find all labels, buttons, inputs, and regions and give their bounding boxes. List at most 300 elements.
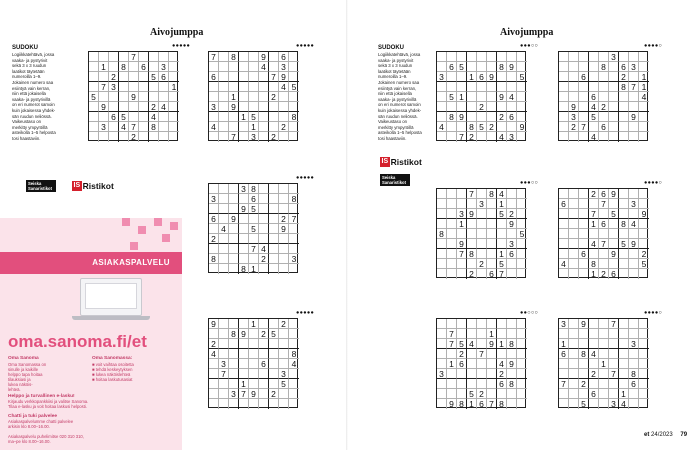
empty-cell (477, 249, 487, 259)
empty-cell (269, 379, 279, 389)
empty-cell (569, 329, 579, 339)
empty-cell (609, 219, 619, 229)
ad-block-text: Asiakaspalvelumme chatti palvelee arkisin klo 8.00–16.00. (8, 419, 74, 429)
empty-cell (269, 369, 279, 379)
empty-cell (109, 102, 119, 112)
given-digit: 4 (589, 239, 599, 249)
empty-cell (129, 62, 139, 72)
empty-cell (467, 359, 477, 369)
empty-cell (109, 62, 119, 72)
empty-cell (517, 199, 527, 209)
empty-cell (239, 132, 249, 142)
empty-cell (437, 82, 447, 92)
empty-cell (589, 359, 599, 369)
empty-cell (219, 339, 229, 349)
empty-cell (229, 184, 239, 194)
empty-cell (507, 259, 517, 269)
empty-cell (447, 72, 457, 82)
given-digit: 6 (579, 249, 589, 259)
given-digit: 6 (259, 359, 269, 369)
empty-cell (609, 229, 619, 239)
given-digit: 1 (589, 219, 599, 229)
given-digit: 8 (229, 329, 239, 339)
empty-cell (259, 369, 269, 379)
decor-square (162, 234, 170, 242)
empty-cell (209, 359, 219, 369)
empty-cell (467, 379, 477, 389)
empty-cell (609, 329, 619, 339)
empty-cell (219, 389, 229, 399)
empty-cell (89, 122, 99, 132)
empty-cell (249, 339, 259, 349)
empty-cell (259, 92, 269, 102)
empty-cell (219, 214, 229, 224)
empty-cell (149, 92, 159, 102)
given-digit: 2 (477, 102, 487, 112)
given-digit: 5 (639, 259, 649, 269)
empty-cell (517, 112, 527, 122)
empty-cell (467, 52, 477, 62)
given-digit: 5 (457, 339, 467, 349)
empty-cell (639, 62, 649, 72)
empty-cell (259, 184, 269, 194)
given-digit: 5 (149, 72, 159, 82)
given-digit: 2 (259, 329, 269, 339)
given-digit: 2 (109, 72, 119, 82)
empty-cell (497, 82, 507, 92)
given-digit: 4 (467, 339, 477, 349)
given-digit: 9 (507, 62, 517, 72)
empty-cell (507, 102, 517, 112)
empty-cell (289, 329, 299, 339)
empty-cell (437, 339, 447, 349)
empty-cell (619, 329, 629, 339)
empty-cell (619, 369, 629, 379)
empty-cell (619, 339, 629, 349)
given-digit: 4 (219, 224, 229, 234)
empty-cell (467, 102, 477, 112)
empty-cell (229, 319, 239, 329)
empty-cell (259, 399, 269, 409)
empty-cell (639, 122, 649, 132)
given-digit: 5 (477, 122, 487, 132)
empty-cell (609, 349, 619, 359)
empty-cell (219, 349, 229, 359)
given-digit: 7 (447, 339, 457, 349)
given-digit: 9 (457, 239, 467, 249)
given-digit: 7 (579, 122, 589, 132)
given-digit: 7 (209, 52, 219, 62)
empty-cell (209, 112, 219, 122)
empty-cell (249, 399, 259, 409)
given-digit: 6 (579, 72, 589, 82)
empty-cell (259, 234, 269, 244)
given-digit: 6 (209, 214, 219, 224)
given-digit: 7 (477, 349, 487, 359)
empty-cell (289, 184, 299, 194)
empty-cell (467, 219, 477, 229)
empty-cell (219, 399, 229, 409)
empty-cell (569, 319, 579, 329)
empty-cell (249, 214, 259, 224)
empty-cell (629, 249, 639, 259)
given-digit: 7 (447, 329, 457, 339)
empty-cell (569, 189, 579, 199)
given-digit: 9 (279, 72, 289, 82)
empty-cell (279, 359, 289, 369)
given-digit: 6 (619, 62, 629, 72)
empty-cell (289, 389, 299, 399)
empty-cell (639, 52, 649, 62)
empty-cell (269, 194, 279, 204)
empty-cell (517, 62, 527, 72)
empty-cell (447, 189, 457, 199)
empty-cell (477, 359, 487, 369)
empty-cell (559, 239, 569, 249)
empty-cell (437, 189, 447, 199)
given-digit: 5 (589, 112, 599, 122)
empty-cell (487, 199, 497, 209)
given-digit: 9 (507, 219, 517, 229)
folio-issue: 24/2023 (651, 432, 673, 438)
empty-cell (239, 224, 249, 234)
empty-cell (609, 199, 619, 209)
empty-cell (629, 92, 639, 102)
empty-cell (507, 229, 517, 239)
empty-cell (139, 52, 149, 62)
given-digit: 4 (507, 92, 517, 102)
empty-cell (517, 329, 527, 339)
given-digit: 9 (209, 319, 219, 329)
empty-cell (579, 239, 589, 249)
given-digit: 5 (447, 92, 457, 102)
empty-cell (219, 102, 229, 112)
empty-cell (579, 209, 589, 219)
given-digit: 8 (209, 254, 219, 264)
empty-cell (559, 399, 569, 409)
ristikot-label: Ristikot (390, 157, 422, 167)
given-digit: 7 (99, 82, 109, 92)
empty-cell (447, 219, 457, 229)
empty-cell (209, 184, 219, 194)
given-digit: 2 (279, 214, 289, 224)
empty-cell (119, 82, 129, 92)
given-digit: 6 (447, 62, 457, 72)
empty-cell (579, 329, 589, 339)
empty-cell (457, 52, 467, 62)
empty-cell (139, 102, 149, 112)
empty-cell (559, 359, 569, 369)
empty-cell (599, 399, 609, 409)
empty-cell (579, 269, 589, 279)
empty-cell (559, 249, 569, 259)
given-digit: 4 (209, 122, 219, 132)
given-digit: 4 (279, 82, 289, 92)
given-digit: 7 (599, 239, 609, 249)
given-digit: 9 (517, 122, 527, 132)
empty-cell (437, 92, 447, 102)
ad-block-head: Helppo ja turvallinen e-lasku! (8, 394, 75, 399)
given-digit: 2 (497, 112, 507, 122)
empty-cell (259, 349, 269, 359)
empty-cell (467, 259, 477, 269)
empty-cell (579, 132, 589, 142)
given-digit: 9 (279, 224, 289, 234)
empty-cell (599, 329, 609, 339)
empty-cell (99, 112, 109, 122)
empty-cell (569, 82, 579, 92)
empty-cell (589, 229, 599, 239)
empty-cell (219, 329, 229, 339)
empty-cell (517, 359, 527, 369)
given-digit: 8 (589, 259, 599, 269)
empty-cell (457, 229, 467, 239)
empty-cell (209, 62, 219, 72)
empty-cell (99, 132, 109, 142)
empty-cell (619, 359, 629, 369)
sudoku-grid (436, 188, 526, 278)
given-digit: 4 (629, 219, 639, 229)
empty-cell (639, 319, 649, 329)
empty-cell (89, 102, 99, 112)
empty-cell (447, 389, 457, 399)
empty-cell (619, 209, 629, 219)
empty-cell (599, 209, 609, 219)
empty-cell (229, 234, 239, 244)
empty-cell (209, 92, 219, 102)
empty-cell (447, 369, 457, 379)
given-digit: 8 (619, 219, 629, 229)
empty-cell (497, 122, 507, 132)
empty-cell (609, 259, 619, 269)
empty-cell (467, 369, 477, 379)
empty-cell (487, 249, 497, 259)
difficulty-dots: ●●●●○ (644, 310, 663, 316)
empty-cell (639, 329, 649, 339)
empty-cell (89, 52, 99, 62)
empty-cell (467, 319, 477, 329)
empty-cell (219, 194, 229, 204)
empty-cell (139, 132, 149, 142)
given-digit: 5 (279, 379, 289, 389)
given-digit: 9 (467, 209, 477, 219)
empty-cell (559, 389, 569, 399)
empty-cell (279, 132, 289, 142)
empty-cell (279, 92, 289, 102)
empty-cell (589, 319, 599, 329)
empty-cell (89, 82, 99, 92)
decor-square (154, 218, 162, 226)
given-digit: 9 (239, 329, 249, 339)
empty-cell (579, 339, 589, 349)
given-digit: 8 (507, 339, 517, 349)
empty-cell (517, 52, 527, 62)
laptop-base (72, 316, 150, 320)
empty-cell (229, 339, 239, 349)
empty-cell (229, 224, 239, 234)
sudoku-grid (558, 318, 648, 408)
empty-cell (609, 112, 619, 122)
empty-cell (169, 112, 179, 122)
empty-cell (139, 82, 149, 92)
is-mark-icon: IS (73, 182, 81, 189)
empty-cell (569, 349, 579, 359)
given-digit: 5 (89, 92, 99, 102)
empty-cell (239, 214, 249, 224)
empty-cell (229, 62, 239, 72)
given-digit: 3 (569, 112, 579, 122)
empty-cell (219, 234, 229, 244)
given-digit: 7 (239, 389, 249, 399)
empty-cell (457, 82, 467, 92)
empty-cell (89, 112, 99, 122)
decor-square (122, 218, 130, 226)
empty-cell (559, 102, 569, 112)
given-digit: 1 (239, 112, 249, 122)
empty-cell (517, 319, 527, 329)
given-digit: 8 (487, 189, 497, 199)
empty-cell (437, 359, 447, 369)
given-digit: 6 (629, 379, 639, 389)
ad-column-head: Oma Sanoma (8, 356, 39, 361)
given-digit: 9 (609, 249, 619, 259)
folio (644, 432, 687, 438)
given-digit: 5 (119, 112, 129, 122)
empty-cell (487, 92, 497, 102)
given-digit: 4 (289, 359, 299, 369)
empty-cell (219, 319, 229, 329)
ad-url[interactable]: oma.sanoma.fi/et (8, 332, 147, 351)
empty-cell (119, 52, 129, 62)
empty-cell (467, 62, 477, 72)
given-digit: 3 (437, 369, 447, 379)
given-digit: 4 (209, 349, 219, 359)
empty-cell (619, 52, 629, 62)
empty-cell (487, 239, 497, 249)
empty-cell (477, 339, 487, 349)
empty-cell (269, 349, 279, 359)
given-digit: 6 (487, 269, 497, 279)
empty-cell (447, 229, 457, 239)
given-digit: 2 (579, 379, 589, 389)
empty-cell (487, 229, 497, 239)
empty-cell (507, 319, 517, 329)
given-digit: 2 (619, 72, 629, 82)
empty-cell (507, 72, 517, 82)
given-digit: 6 (457, 359, 467, 369)
given-digit: 8 (249, 184, 259, 194)
empty-cell (639, 132, 649, 142)
empty-cell (269, 224, 279, 234)
empty-cell (259, 112, 269, 122)
empty-cell (609, 122, 619, 132)
empty-cell (507, 389, 517, 399)
empty-cell (249, 359, 259, 369)
given-digit: 1 (457, 219, 467, 229)
ad-band (0, 252, 182, 274)
empty-cell (219, 62, 229, 72)
empty-cell (477, 209, 487, 219)
given-digit: 1 (249, 264, 259, 274)
ristikot-logo (380, 157, 422, 167)
given-digit: 4 (259, 244, 269, 254)
empty-cell (507, 52, 517, 62)
intro-title: SUDOKU (378, 45, 405, 51)
empty-cell (289, 234, 299, 244)
empty-cell (639, 339, 649, 349)
sudoku-grid (436, 51, 526, 141)
empty-cell (89, 132, 99, 142)
empty-cell (229, 112, 239, 122)
empty-cell (139, 122, 149, 132)
difficulty-dots: ●●●●○ (644, 180, 663, 186)
given-digit: 8 (437, 229, 447, 239)
given-digit: 9 (487, 339, 497, 349)
given-digit: 5 (269, 329, 279, 339)
empty-cell (517, 82, 527, 92)
empty-cell (457, 379, 467, 389)
empty-cell (599, 72, 609, 82)
empty-cell (599, 132, 609, 142)
empty-cell (497, 102, 507, 112)
empty-cell (279, 244, 289, 254)
given-digit: 1 (457, 92, 467, 102)
given-digit: 8 (467, 122, 477, 132)
empty-cell (487, 349, 497, 359)
empty-cell (579, 219, 589, 229)
empty-cell (457, 369, 467, 379)
given-digit: 8 (289, 194, 299, 204)
given-digit: 9 (99, 102, 109, 112)
empty-cell (559, 122, 569, 132)
empty-cell (149, 62, 159, 72)
empty-cell (517, 389, 527, 399)
given-digit: 4 (589, 132, 599, 142)
given-digit: 4 (559, 259, 569, 269)
given-digit: 3 (629, 199, 639, 209)
empty-cell (639, 189, 649, 199)
empty-cell (629, 349, 639, 359)
empty-cell (629, 399, 639, 409)
given-digit: 8 (447, 112, 457, 122)
empty-cell (269, 339, 279, 349)
empty-cell (289, 62, 299, 72)
empty-cell (589, 62, 599, 72)
empty-cell (109, 52, 119, 62)
given-digit: 2 (487, 122, 497, 132)
empty-cell (579, 102, 589, 112)
given-digit: 1 (497, 249, 507, 259)
given-digit: 2 (269, 132, 279, 142)
empty-cell (249, 72, 259, 82)
empty-cell (239, 62, 249, 72)
empty-cell (619, 249, 629, 259)
empty-cell (219, 264, 229, 274)
given-digit: 4 (259, 62, 269, 72)
given-digit: 9 (639, 209, 649, 219)
intro-text: Logiikkatehtävä, jossa vaaka- ja pystyrivit sekä 3 x 3 ruudun laatikot täytetään numeroilla 1–9. Jokainen numero saa esiintyä vain kerran, niin että jokaisella vaaka- ja pystyrivillä on eri numerot samoin kuin jokaisessa yhdek- sän ruudun neliössä. Vaikeustaso on merkitty ympyröillä asteikolla 1–5 helposta tosi haastaviin. (378, 52, 422, 141)
empty-cell (507, 82, 517, 92)
empty-cell (507, 369, 517, 379)
empty-cell (599, 249, 609, 259)
empty-cell (589, 199, 599, 209)
given-digit: 1 (639, 82, 649, 92)
ad-column-text: ■ voit vaihtaa osoitetta ■ tehdä keskeytyksen ■ lukea näköislehteä ■ hoitaa laskutusasiat (92, 362, 134, 382)
empty-cell (589, 82, 599, 92)
empty-cell (639, 269, 649, 279)
given-digit: 1 (619, 389, 629, 399)
empty-cell (249, 234, 259, 244)
